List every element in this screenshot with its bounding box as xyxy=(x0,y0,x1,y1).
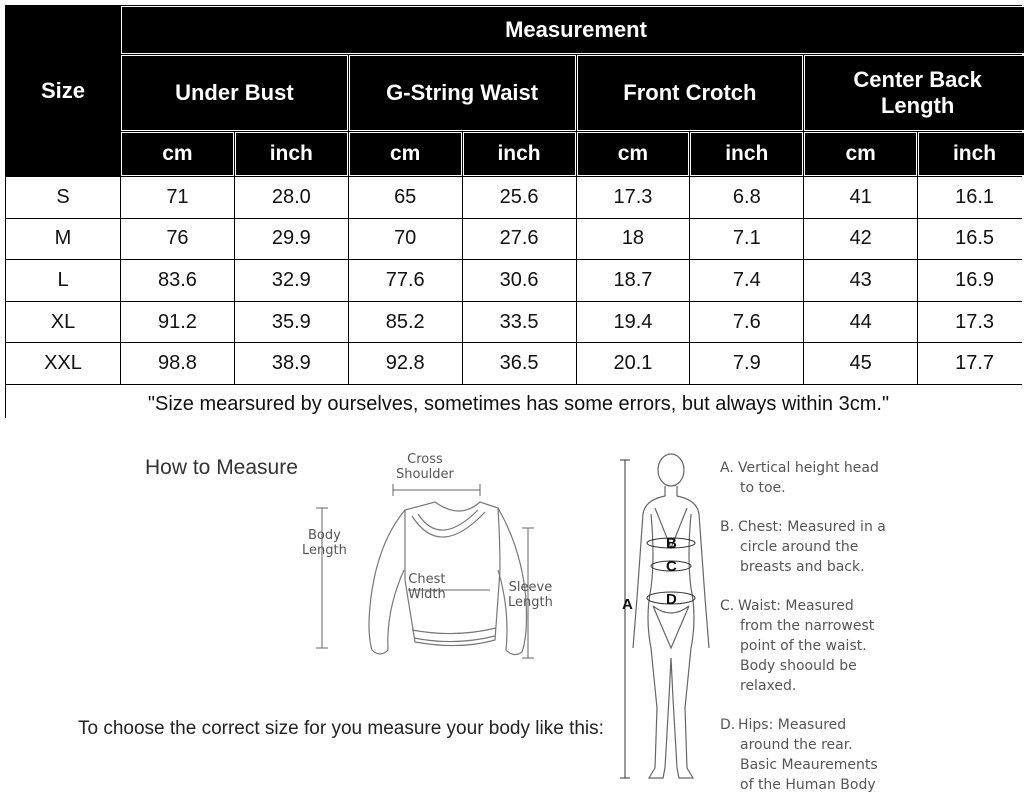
table-cell: 19.4 xyxy=(577,302,690,343)
group-header-g-string-waist: G-String Waist xyxy=(349,55,576,131)
unit-header: inch xyxy=(463,132,576,176)
size-header: Size xyxy=(6,6,120,176)
body-figure xyxy=(615,448,715,788)
table-cell: 38.9 xyxy=(235,343,348,384)
size-grid xyxy=(5,5,1022,418)
size-cell: L xyxy=(6,260,120,301)
cross-shoulder-label: Cross Shoulder xyxy=(396,452,454,482)
table-cell: 16.5 xyxy=(918,219,1024,260)
note-a: A. Vertical height head to toe. xyxy=(720,460,879,496)
unit-header: cm xyxy=(349,132,462,176)
table-cell: 16.1 xyxy=(918,177,1024,218)
group-header-front-crotch: Front Crotch xyxy=(577,55,804,131)
table-cell: 6.8 xyxy=(690,177,803,218)
table-cell: 7.6 xyxy=(690,302,803,343)
unit-header: inch xyxy=(235,132,348,176)
group-header-under-bust: Under Bust xyxy=(121,55,348,131)
table-cell: 70 xyxy=(349,219,462,260)
size-cell: S xyxy=(6,177,120,218)
table-cell: 33.5 xyxy=(463,302,576,343)
sleeve-length-label: Sleeve Length xyxy=(508,580,553,610)
table-cell: 41 xyxy=(804,177,917,218)
table-cell: 7.4 xyxy=(690,260,803,301)
table-cell: 77.6 xyxy=(349,260,462,301)
table-cell: 16.9 xyxy=(918,260,1024,301)
body-length-label: Body Length xyxy=(302,528,347,558)
unit-header: cm xyxy=(121,132,234,176)
table-cell: 18 xyxy=(577,219,690,260)
group-header-center-back-length: Center Back Length xyxy=(804,55,1024,131)
table-cell: 65 xyxy=(349,177,462,218)
table-cell: 7.9 xyxy=(690,343,803,384)
table-cell: 29.9 xyxy=(235,219,348,260)
measurement-header: Measurement xyxy=(121,6,1024,54)
marker-c: C xyxy=(666,558,677,575)
table-cell: 36.5 xyxy=(463,343,576,384)
table-note: "Size mearsured by ourselves, sometimes has some errors, but always within 3cm." xyxy=(6,385,1024,425)
unit-header: inch xyxy=(690,132,803,176)
unit-header: inch xyxy=(918,132,1024,176)
table-cell: 20.1 xyxy=(577,343,690,384)
table-cell: 35.9 xyxy=(235,302,348,343)
table-cell: 83.6 xyxy=(121,260,234,301)
table-cell: 17.3 xyxy=(918,302,1024,343)
table-cell: 45 xyxy=(804,343,917,384)
table-cell: 85.2 xyxy=(349,302,462,343)
how-to-measure-title: How to Measure xyxy=(145,456,298,479)
size-cell: XXL xyxy=(6,343,120,384)
unit-header: cm xyxy=(804,132,917,176)
note-c: C. Waist: Measured from the narrowest point of the waist. Body shoould be relaxed. xyxy=(720,598,875,694)
table-cell: 18.7 xyxy=(577,260,690,301)
marker-b: B xyxy=(666,535,677,552)
table-cell: 25.6 xyxy=(463,177,576,218)
table-cell: 91.2 xyxy=(121,302,234,343)
table-cell: 98.8 xyxy=(121,343,234,384)
marker-d: D xyxy=(666,591,677,608)
table-cell: 32.9 xyxy=(235,260,348,301)
table-cell: 7.1 xyxy=(690,219,803,260)
table-cell: 71 xyxy=(121,177,234,218)
table-cell: 76 xyxy=(121,219,234,260)
table-cell: 42 xyxy=(804,219,917,260)
table-cell: 27.6 xyxy=(463,219,576,260)
size-chart-table xyxy=(5,5,1022,418)
table-cell: 17.7 xyxy=(918,343,1024,384)
table-cell: 92.8 xyxy=(349,343,462,384)
note-d: D. Hips: Measured around the rear. Basic Meaurements of the Human Body xyxy=(720,717,878,793)
chest-width-label: Chest Width xyxy=(408,572,446,602)
table-cell: 44 xyxy=(804,302,917,343)
table-cell: 28.0 xyxy=(235,177,348,218)
note-b: B. Chest: Measured in a circle around the breasts and back. xyxy=(720,519,886,575)
unit-header: cm xyxy=(577,132,690,176)
size-cell: M xyxy=(6,219,120,260)
table-cell: 17.3 xyxy=(577,177,690,218)
instruction-text: To choose the correct size for you measure your body like this: xyxy=(78,718,604,739)
table-cell: 43 xyxy=(804,260,917,301)
size-cell: XL xyxy=(6,302,120,343)
marker-a: A xyxy=(622,596,633,613)
table-cell: 30.6 xyxy=(463,260,576,301)
